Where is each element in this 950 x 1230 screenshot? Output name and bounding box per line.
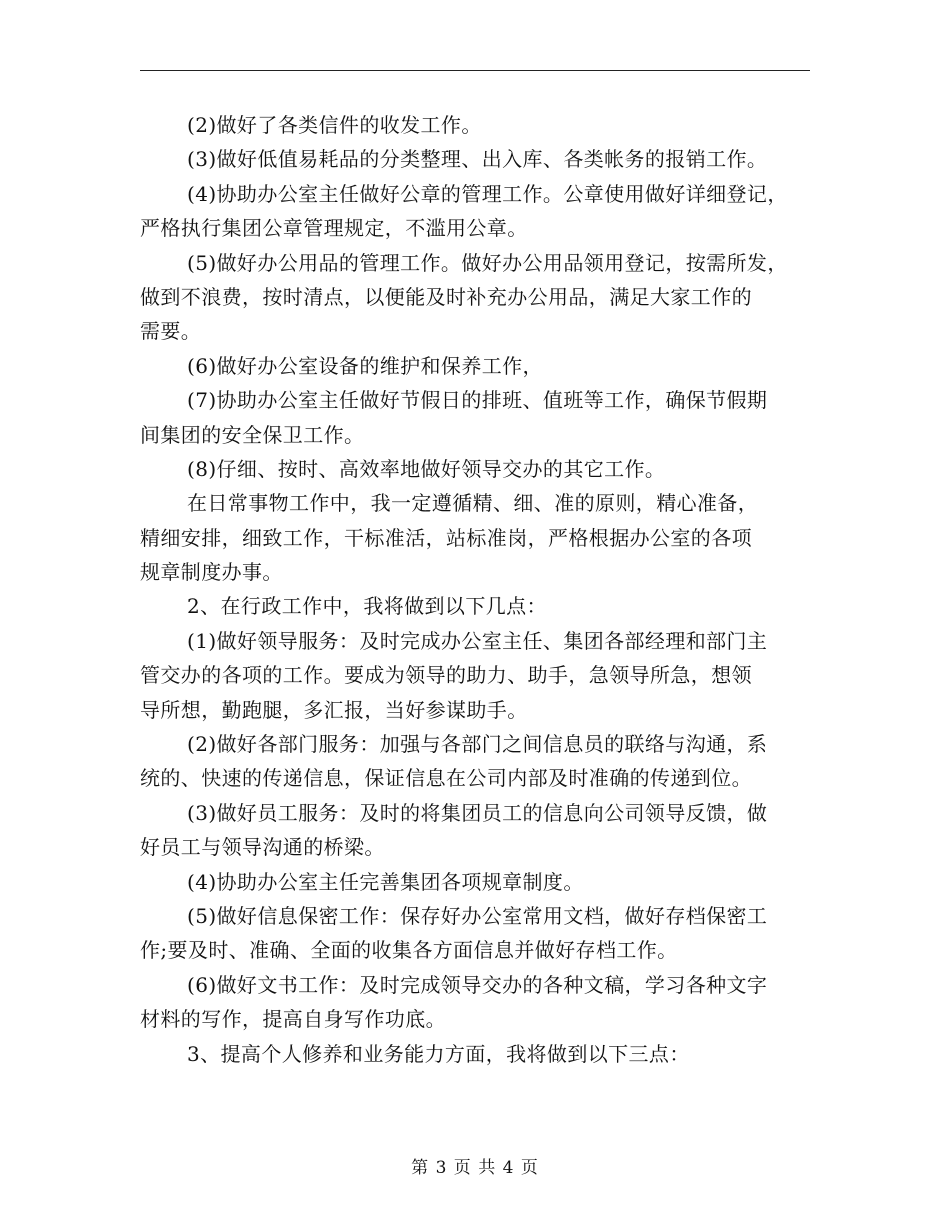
paragraph-line: 管交办的各项的工作。要成为领导的助力、助手，急领导所急，想领 <box>140 663 752 688</box>
paragraph-line: (5)做好信息保密工作：保存好办公室常用文档，做好存档保密工 <box>187 903 768 928</box>
document-body <box>140 108 815 1071</box>
paragraph-line: (2)做好各部门服务：加强与各部门之间信息员的联络与沟通，系 <box>187 732 768 757</box>
paragraph-line: (7)协助办公室主任做好节假日的排班、值班等工作，确保节假期 <box>187 388 768 413</box>
paragraph-line: (1)做好领导服务：及时完成办公室主任、集团各部经理和部门主 <box>187 628 768 653</box>
paragraph-line: (8)仔细、按时、高效率地做好领导交办的其它工作。 <box>187 456 666 481</box>
paragraph-line: 间集团的安全保卫工作。 <box>140 422 365 447</box>
paragraph-line: 规章制度办事。 <box>140 560 283 585</box>
paragraph-line: 需要。 <box>140 319 202 344</box>
section-heading: 3、提高个人修养和业务能力方面，我将做到以下三点： <box>187 1041 690 1066</box>
paragraph-line: (4)协助办公室主任完善集团各项规章制度。 <box>187 869 584 894</box>
paragraph-line: 统的、快速的传递信息，保证信息在公司内部及时准确的传递到位。 <box>140 766 752 791</box>
paragraph-line: 作;要及时、准确、全面的收集各方面信息并做好存档工作。 <box>140 938 678 963</box>
header-rule <box>140 70 810 71</box>
page-number-footer: 第 3 页 共 4 页 <box>411 1158 539 1178</box>
paragraph-line: 精细安排，细致工作，干标准活，站标准岗，严格根据办公室的各项 <box>140 525 752 550</box>
paragraph-line: 严格执行集团公章管理规定，不滥用公章。 <box>140 216 528 241</box>
paragraph-line: (3)做好低值易耗品的分类整理、出入库、各类帐务的报销工作。 <box>187 147 768 172</box>
paragraph-line: (2)做好了各类信件的收发工作。 <box>187 113 482 137</box>
paragraph-line: 好员工与领导沟通的桥梁。 <box>140 835 385 860</box>
paragraph-line: (4)协助办公室主任做好公章的管理工作。公章使用做好详细登记， <box>187 181 788 206</box>
section-heading: 2、在行政工作中，我将做到以下几点： <box>187 594 547 619</box>
paragraph-line: (3)做好员工服务：及时的将集团员工的信息向公司领导反馈，做 <box>187 800 768 825</box>
paragraph-line: 在日常事物工作中，我一定遵循精、细、准的原则，精心准备， <box>187 491 759 516</box>
paragraph-line: 做到不浪费，按时清点，以便能及时补充办公用品，满足大家工作的 <box>140 284 752 309</box>
paragraph-line: 材料的写作，提高自身写作功底。 <box>140 1007 446 1032</box>
paragraph-line: (5)做好办公用品的管理工作。做好办公用品领用登记，按需所发， <box>187 250 788 275</box>
paragraph-line: (6)做好办公室设备的维护和保养工作， <box>187 353 543 378</box>
paragraph-line: (6)做好文书工作：及时完成领导交办的各种文稿，学习各种文字 <box>187 972 768 997</box>
paragraph-line: 导所想，勤跑腿，多汇报，当好参谋助手。 <box>140 697 528 722</box>
